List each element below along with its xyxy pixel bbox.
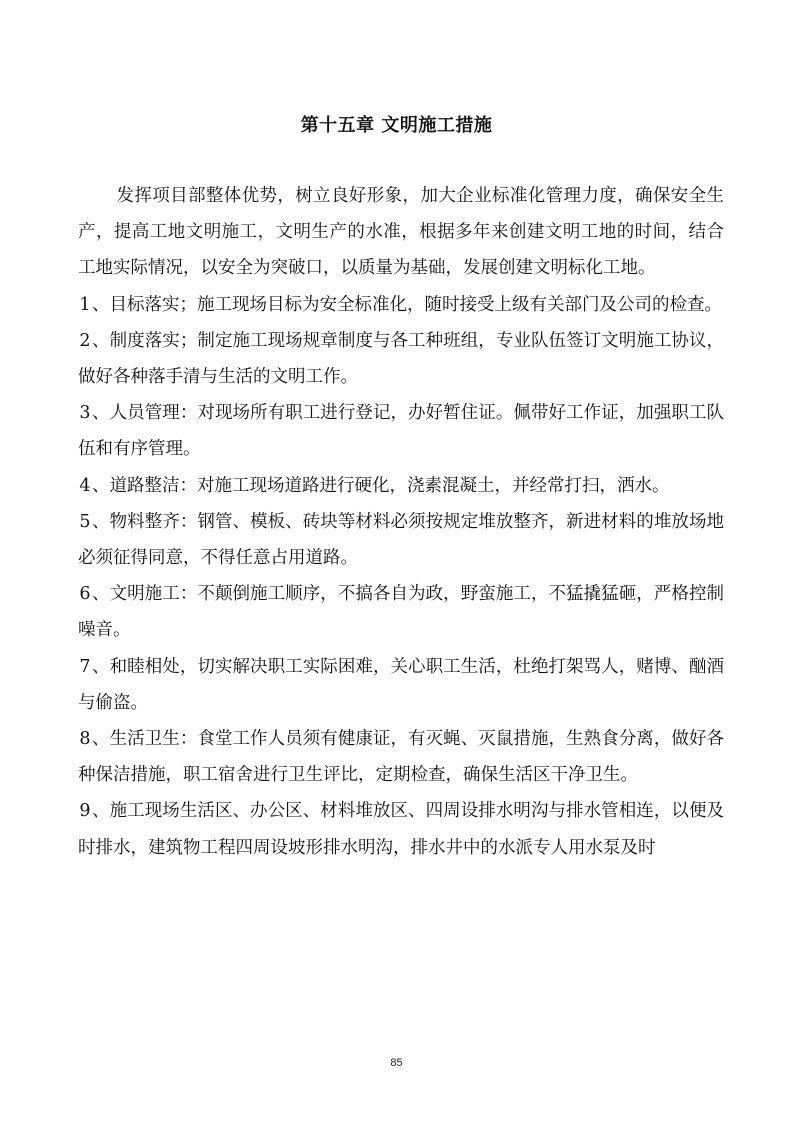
page-number: 85: [390, 1057, 403, 1069]
list-item-text: 、道路整洁：对施工现场道路进行硬化，浇素混凝土，并经常打扫，洒水。: [92, 475, 670, 496]
list-item-number: 3: [79, 403, 91, 424]
list-item: [78, 649, 724, 721]
list-item-number: 6: [79, 584, 91, 605]
list-item: [78, 576, 724, 648]
list-item-text: 、目标落实；施工现场目标为安全标准化，随时接受上级有关部门及公司的检查。: [92, 294, 722, 315]
list-item-text: 、人员管理：对现场所有职工进行登记，办好暂住证。佩带好工作证，加强职工队伍和有序管理。: [78, 403, 724, 460]
list-item-text: 、文明施工：不颠倒施工顺序，不搞各自为政，野蛮施工，不猛撬猛砸，严格控制噪音。: [78, 584, 724, 641]
list-item-text: 、物料整齐：钢管、模板、砖块等材料必须按规定堆放整齐，新进材料的堆放场地必须征得同意，不得任意占用道路。: [78, 511, 724, 569]
list-item-number: 4: [79, 475, 91, 496]
list-item: [78, 395, 724, 467]
list-item-text: 、生活卫生：食堂工作人员须有健康证，有灭蝇、灭鼠措施，生熟食分离，做好各种保洁措施，职工宿舍进行卫生评比，定期检查，确保生活区干净卫生。: [78, 729, 724, 786]
list-item-text: 、施工现场生活区、办公区、材料堆放区、四周设排水明沟与排水管相连，以便及时排水，建筑物工程四周设坡形排水明沟，排水井中的水派专人用水泵及时: [78, 801, 724, 858]
list-item: [78, 721, 724, 793]
list-item-number: 1: [79, 294, 91, 315]
list-item-number: 5: [79, 511, 91, 532]
chapter-title: 第十五章 文明施工措施: [300, 115, 493, 136]
list-item-number: 8: [79, 729, 91, 750]
document-body: [78, 178, 724, 866]
intro-paragraph: 发挥项目部整体优势，树立良好形象，加大企业标准化管理力度，确保安全生产，提高工地文明施工，文明生产的水准，根据多年来创建文明工地的时间，结合工地实际情况，以安全为突破口，以质量为基础，发展创建文明标化工地。: [78, 186, 724, 279]
list-item: [78, 323, 724, 395]
list-item: [78, 287, 724, 323]
list-item-number: 9: [79, 801, 91, 822]
list-item: [78, 504, 724, 576]
list-item: [78, 793, 724, 865]
list-item-text: 、和睦相处，切实解决职工实际困难，关心职工生活，杜绝打架骂人，赌博、酗酒与偷盗。: [78, 656, 724, 713]
list-item-text: 、制度落实；制定施工现场规章制度与各工种班组，专业队伍签订文明施工协议，做好各种落手清与生活的文明工作。: [78, 330, 724, 388]
list-item-number: 2: [79, 330, 91, 351]
list-item: [78, 468, 724, 504]
list-item-number: 7: [79, 656, 91, 677]
